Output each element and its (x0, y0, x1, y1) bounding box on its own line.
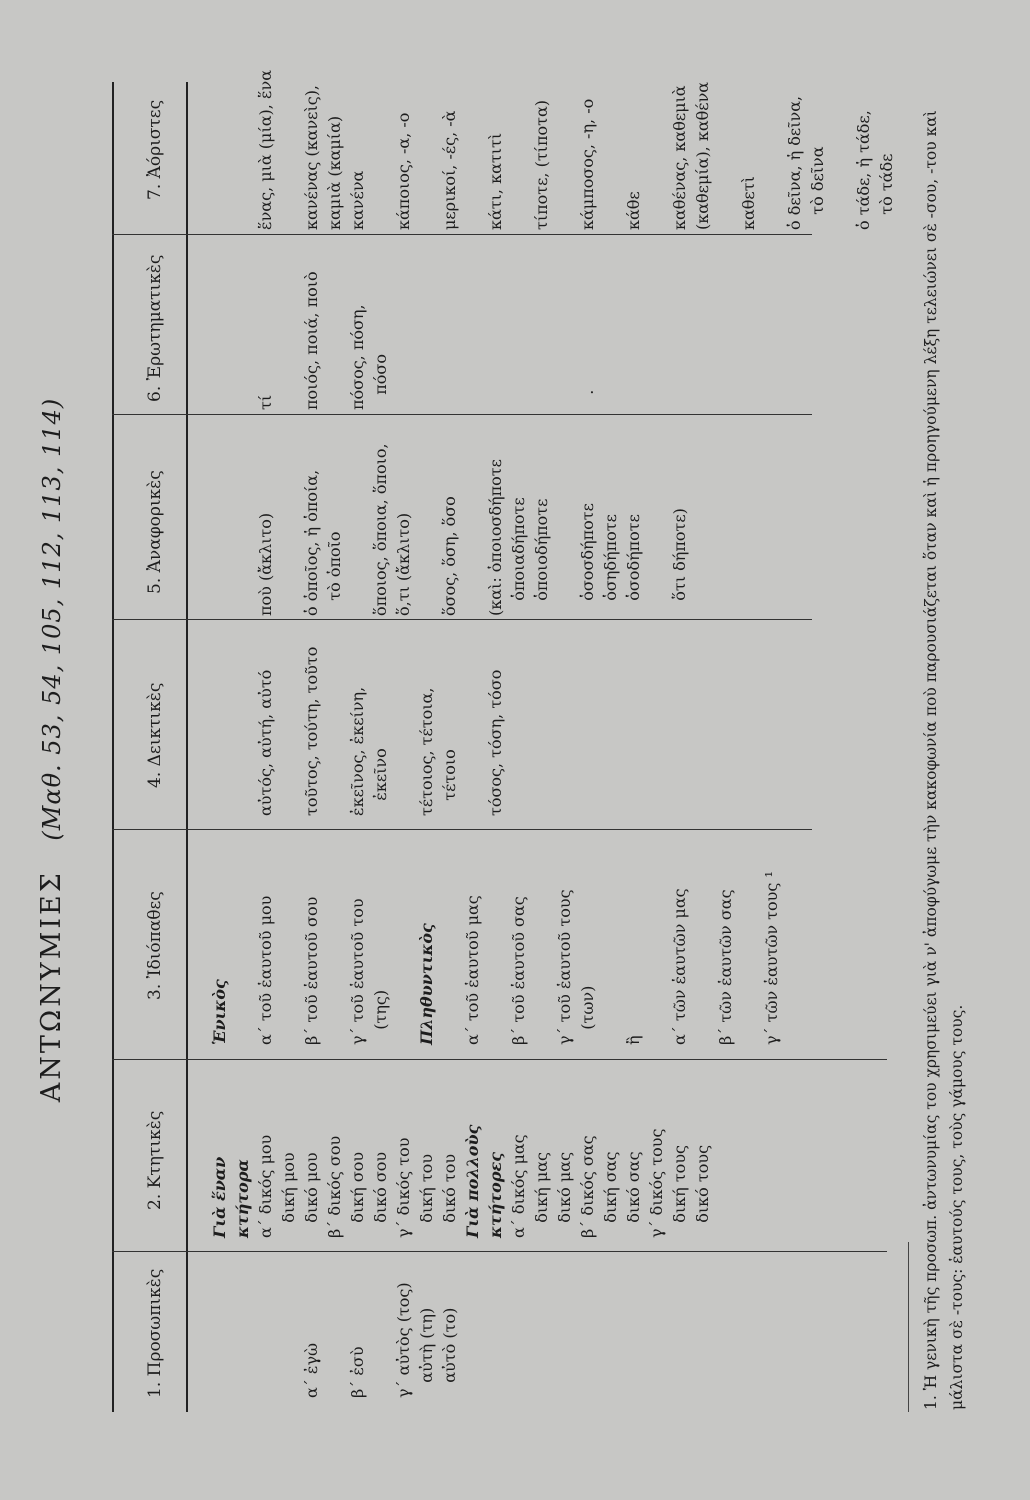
table-cell-line: ὁσηδήποτε (601, 514, 620, 616)
column-header-interrogative: 6. Ἐρωτηματικὲς (145, 254, 165, 402)
table-cell-line: ὁσοδήποτε (624, 514, 643, 616)
table-cell-line: α΄ τῶν ἑαυτῶν μας (670, 888, 689, 1045)
column-header-indefinite: 7. Ἀόριστες (145, 99, 165, 200)
table-cell-line (599, 871, 622, 1045)
table-cell-line (645, 70, 668, 230)
table-cell-line (507, 271, 530, 410)
table-cell-line: ποὺ (ἄκλιτο) (256, 512, 275, 616)
table-cell-line: (της) (371, 989, 390, 1045)
table-cell-line: β΄ δικός σας (578, 1135, 597, 1238)
table-cell-line (484, 271, 507, 410)
table-cell-line (645, 443, 668, 616)
table-cell-line (599, 70, 622, 230)
table-cell-line (829, 70, 852, 230)
table-cell-line (461, 271, 484, 410)
table-cell-line (208, 271, 231, 410)
table-cell-line: Γιὰ ἕναν (210, 1156, 229, 1238)
table-cell-line: β΄ τῶν ἑαυτῶν σας (716, 889, 735, 1045)
table-cell-line: καθένας, καθεμιὰ (670, 85, 689, 230)
table-cell-line (277, 871, 300, 1045)
table-cell-line: τί (256, 394, 275, 410)
table-cell-line: ἢ (624, 1035, 643, 1045)
table-cell-line: ὅτι δήποτε) (670, 508, 689, 616)
footnote-rule (908, 1242, 909, 1412)
table-cell-line: ἐκεῖνος, ἐκείνη, (348, 686, 367, 816)
table-cell-line: κτήτορα (233, 1159, 252, 1238)
table-cell-line: ὁποιοδήποτε (532, 498, 551, 616)
table-cell-line (323, 871, 346, 1045)
table-cell-line (507, 70, 530, 230)
table-cell-line (277, 647, 300, 816)
column-header-demonstrative: 4. Δεικτικὲς (145, 682, 165, 788)
table-cell-line (461, 70, 484, 230)
table-cell-line (231, 70, 254, 230)
table-cell-line: κανένας (κανεὶς), (302, 84, 321, 230)
table-cell-line: β΄ ἐσὺ (348, 1346, 367, 1398)
table-cell-line: α΄ ἐγὼ (302, 1342, 321, 1398)
table-cell-line (369, 70, 392, 230)
table-cell-line: γ΄ αὐτὸς (τος) (394, 1282, 413, 1398)
table-cell-line: ὁ τάδε, ἡ τάδε, (854, 110, 873, 230)
table-cell-line (208, 1282, 231, 1398)
table-cell-line (231, 443, 254, 616)
table-cell-line: αὐτὸ (το) (440, 1307, 459, 1398)
column-interrogative (208, 271, 599, 410)
table-cell-line: δική μας (532, 1152, 551, 1238)
table-cell-line: τέτοιο (440, 749, 459, 816)
table-cell-line: ἐκεῖνο (371, 748, 390, 816)
table-cell-line: Ἑνικὸς (210, 979, 229, 1045)
table-cell-line (369, 1282, 392, 1398)
table-cell-line: β΄ τοῦ ἑαυτοῦ σου (302, 896, 321, 1045)
table-cell-line (760, 70, 783, 230)
table-cell-line: γ΄ τοῦ ἑαυτοῦ τους (555, 889, 574, 1045)
title-reference: (Μαθ. 53, 54, 105, 112, 113, 114) (38, 397, 66, 841)
table-cell-line (415, 70, 438, 230)
column-header-relative: 5. Ἀναφορικὲς (145, 470, 165, 594)
table-cell-line: δικό σου (371, 1151, 390, 1238)
column-possessive (208, 1125, 714, 1238)
table-cell-line (415, 443, 438, 616)
table-cell-line (208, 443, 231, 616)
column-indefinite (208, 70, 898, 230)
column-separator (112, 414, 812, 415)
table-cell-line: δική του (417, 1153, 436, 1238)
table-cell-line: τόσος, τόση, τόσο (486, 669, 505, 816)
table-cell-line (737, 871, 760, 1045)
table-cell-line: δική σας (601, 1151, 620, 1238)
table-cell-line: δικό μας (555, 1151, 574, 1238)
table-cell-line (323, 1282, 346, 1398)
column-header-reflexive: 3. Ἰδιόπαθες (145, 891, 165, 1000)
table-cell-line: δικό του (440, 1153, 459, 1238)
table-cell-line (392, 871, 415, 1045)
table-cell-line (438, 271, 461, 410)
header-bottom-rule (186, 82, 188, 1412)
column-relative (208, 443, 691, 616)
table-cell-line: (καὶ: ὁποιοσδήποτε (486, 459, 505, 616)
table-cell-line (553, 443, 576, 616)
table-cell-line (277, 70, 300, 230)
table-cell-line (530, 271, 553, 410)
table-cell-line: κτήτορες (486, 1152, 505, 1238)
table-cell-line (415, 271, 438, 410)
column-separator (112, 234, 812, 235)
table-cell-line: δική τους (670, 1144, 689, 1238)
table-cell-line: καθετὶ (739, 176, 758, 230)
table-cell-line (645, 871, 668, 1045)
table-cell-line: τὸ ὁποῖο (325, 531, 344, 616)
table-cell-line: ὁ ὁποῖος, ἡ ὁποία, (302, 469, 321, 616)
table-cell-line (208, 70, 231, 230)
footnote: 1. Ἡ γενικὴ τῆς προσωπ. ἀντωνυμίας του χρησιμεύει γιὰ ν' ἀποφύγωμε τὴν κακοφωνία ποὺ παρουσιάζεται ὅταν καὶ ἡ προηγούμενη λέξη τελειώνει σὲ -σου, -του καὶ μάλιστα σὲ -τους: ἑαυτούς τους, τοὺς γάμους τους. (922, 110, 966, 1410)
table-cell-line: αὐτός, αὐτή, αὐτό (256, 669, 275, 816)
table-cell-line: μερικοί, -ές, -ὰ (440, 110, 459, 230)
table-cell-line: α΄ δικός μου (256, 1134, 275, 1238)
table-cell-line: κάτι, κατιτὶ (486, 132, 505, 230)
table-cell-line: ὅσος, ὅση, ὅσο (440, 496, 459, 616)
table-cell-line: ὁσοσδήποτε (578, 503, 597, 616)
table-cell-line: (των) (578, 985, 597, 1045)
column-separator (112, 829, 812, 830)
column-separator (112, 619, 812, 620)
column-header-personal: 1. Προσωπικὲς (145, 1268, 165, 1398)
table-cell-line: δικό σας (624, 1151, 643, 1238)
table-cell-line: γ΄ δικός του (394, 1137, 413, 1238)
table-cell-line: α΄ δικός μας (509, 1134, 528, 1238)
table-cell-line: γ΄ τῶν ἑαυτῶν τους ¹ (762, 871, 781, 1045)
table-cell-line: δικό μου (302, 1152, 321, 1238)
table-cell-line: β΄ τοῦ ἑαυτοῦ σας (509, 896, 528, 1045)
table-cell-line: γ΄ δικός τους (647, 1128, 666, 1238)
table-cell-line: (καθεμία), καθένα (693, 81, 712, 230)
column-separator (112, 1251, 887, 1252)
table-cell-line: ὁ δεῖνα, ἡ δεῖνα, (785, 95, 804, 230)
table-cell-line (484, 871, 507, 1045)
table-cell-line: α΄ τοῦ ἑαυτοῦ μας (463, 895, 482, 1045)
table-cell-line (530, 871, 553, 1045)
table-cell-line (323, 271, 346, 410)
table-cell-line: δικό τους (693, 1144, 712, 1238)
table-cell-line: α΄ τοῦ ἑαυτοῦ μου (256, 895, 275, 1045)
table-cell-line (208, 647, 231, 816)
table-cell-line: . (578, 389, 597, 410)
table-cell-line (346, 443, 369, 616)
table-cell-line: τίποτε, (τίποτα) (532, 100, 551, 230)
table-cell-line: ἕνας, μιὰ (μία), ἕνα (256, 69, 275, 230)
table-cell-line (691, 871, 714, 1045)
table-cell-line: κάποιος, -α, -ο (394, 112, 413, 230)
table-cell-line: τὸ δεῖνα (808, 146, 827, 230)
column-demonstrative (208, 647, 507, 816)
table-cell-line (553, 70, 576, 230)
table-cell-line (323, 647, 346, 816)
table-cell-line (392, 647, 415, 816)
table-cell-line (438, 871, 461, 1045)
column-header-possessive: 2. Κτητικὲς (145, 1110, 165, 1210)
table-cell-line (553, 271, 576, 410)
title-text: ΑΝΤΩΝΥΜΙΕΣ (36, 870, 67, 1103)
table-cell-line: πόσο (371, 354, 390, 410)
table-cell-line: τὸ τάδε (877, 153, 896, 230)
table-cell-line: ὅποιος, ὅποια, ὅποιο, (371, 443, 390, 616)
table-cell-line (461, 647, 484, 816)
table-cell-line: πόσος, πόση, (348, 304, 367, 410)
table-cell-line: β΄ δικός σου (325, 1135, 344, 1238)
table-cell-line (714, 70, 737, 230)
table-cell-line: Γιὰ πολλοὺς (463, 1124, 482, 1238)
table-cell-line: γ΄ τοῦ ἑαυτοῦ του (348, 898, 367, 1045)
table-top-rule (112, 82, 114, 1412)
table-cell-line: κάμποσος, -η, -ο (578, 98, 597, 230)
column-separator (112, 1059, 887, 1060)
table-cell-line: ὅ,τι (ἄκλιτο) (394, 512, 413, 616)
table-cell-line: ὁποιαδήποτε (509, 497, 528, 616)
table-cell-line (231, 871, 254, 1045)
table-cell-line: ποιός, ποιά, ποιὸ (302, 271, 321, 410)
table-cell-line: δική σου (348, 1151, 367, 1238)
table-cell-line: κανένα (348, 170, 367, 230)
table-cell-line (277, 1282, 300, 1398)
table-cell-line (461, 443, 484, 616)
table-cell-line: Πληθυντικὸς (417, 923, 436, 1045)
table-cell-line: κάθε (624, 191, 643, 230)
column-personal (208, 1282, 461, 1398)
table-cell-line (392, 271, 415, 410)
table-cell-line (231, 1282, 254, 1398)
table-cell-line: τοῦτος, τούτη, τοῦτο (302, 646, 321, 816)
table-cell-line (277, 271, 300, 410)
table-cell-line (231, 271, 254, 410)
page-title (36, 0, 67, 1500)
table-cell-line (277, 443, 300, 616)
table-cell-line (231, 647, 254, 816)
table-cell-line: αὐτὴ (τη) (417, 1307, 436, 1398)
table-cell-line: τέτοιος, τέτοια, (417, 687, 436, 816)
table-cell-line (254, 1282, 277, 1398)
table-cell-line: δική μου (279, 1152, 298, 1238)
column-reflexive (208, 871, 783, 1045)
table-cell-line: καμιὰ (καμία) (325, 115, 344, 230)
